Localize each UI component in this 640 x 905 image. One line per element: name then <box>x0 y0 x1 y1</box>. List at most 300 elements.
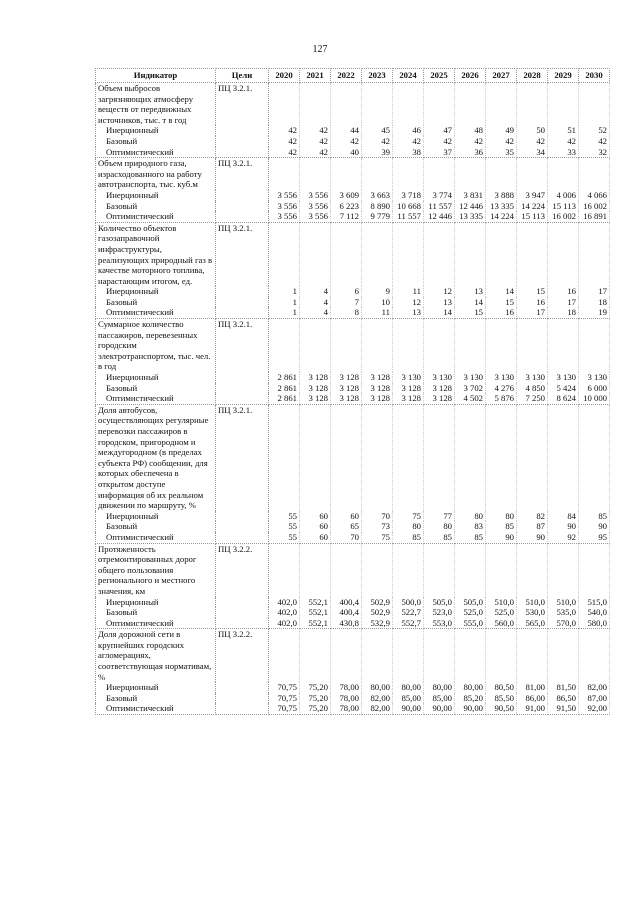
value-cell: 90,00 <box>393 703 424 714</box>
value-cell: 75,20 <box>300 682 331 693</box>
value-cell: 502,9 <box>362 607 393 618</box>
value-cell: 42 <box>300 136 331 147</box>
empty-cell <box>393 83 424 126</box>
empty-cell <box>579 83 610 126</box>
value-cell: 39 <box>362 147 393 158</box>
value-cell: 510,0 <box>517 597 548 608</box>
value-cell: 4 502 <box>455 393 486 404</box>
value-cell: 540,0 <box>579 607 610 618</box>
value-cell: 525,0 <box>455 607 486 618</box>
empty-cell <box>393 158 424 190</box>
value-cell: 552,1 <box>300 618 331 629</box>
value-cell: 552,1 <box>300 597 331 608</box>
value-cell: 3 130 <box>579 372 610 383</box>
empty-cell <box>362 158 393 190</box>
value-cell: 70,75 <box>269 682 300 693</box>
empty-cell <box>362 319 393 372</box>
value-cell: 8 <box>331 307 362 318</box>
empty-cell <box>486 629 517 682</box>
empty-cell <box>269 319 300 372</box>
empty-cell <box>517 404 548 510</box>
value-cell: 85 <box>393 532 424 543</box>
empty-cell <box>579 158 610 190</box>
scenario-name: Оптимистический <box>96 393 216 404</box>
scenario-name: Инерционный <box>96 682 216 693</box>
value-cell: 87,00 <box>579 693 610 704</box>
value-cell: 3 130 <box>455 372 486 383</box>
value-cell: 14 <box>455 297 486 308</box>
empty-cell <box>362 629 393 682</box>
empty-cell <box>362 83 393 126</box>
value-cell: 8 624 <box>548 393 579 404</box>
value-cell: 90 <box>579 521 610 532</box>
value-cell: 570,0 <box>548 618 579 629</box>
scenario-row <box>96 190 610 201</box>
value-cell: 42 <box>455 136 486 147</box>
value-cell: 52 <box>579 125 610 136</box>
value-cell: 42 <box>331 136 362 147</box>
scenario-name: Инерционный <box>96 125 216 136</box>
value-cell: 4 276 <box>486 383 517 394</box>
empty-cell <box>424 629 455 682</box>
value-cell: 402,0 <box>269 618 300 629</box>
empty-cell <box>331 319 362 372</box>
value-cell: 36 <box>455 147 486 158</box>
empty-cell <box>548 83 579 126</box>
empty-cell <box>393 629 424 682</box>
value-cell: 3 556 <box>300 211 331 222</box>
column-header: 2021 <box>300 69 331 83</box>
empty-cell <box>216 693 269 704</box>
empty-cell <box>331 629 362 682</box>
value-cell: 86,50 <box>548 693 579 704</box>
value-cell: 16 <box>517 297 548 308</box>
indicator-row <box>96 543 610 596</box>
empty-cell <box>300 319 331 372</box>
value-cell: 90 <box>486 532 517 543</box>
empty-cell <box>548 629 579 682</box>
value-cell: 70 <box>331 532 362 543</box>
value-cell: 3 128 <box>362 372 393 383</box>
empty-cell <box>579 629 610 682</box>
empty-cell <box>216 125 269 136</box>
empty-cell <box>517 629 548 682</box>
value-cell: 3 128 <box>331 383 362 394</box>
empty-cell <box>300 158 331 190</box>
scenario-name: Оптимистический <box>96 307 216 318</box>
value-cell: 510,0 <box>486 597 517 608</box>
indicator-row <box>96 319 610 372</box>
value-cell: 3 831 <box>455 190 486 201</box>
value-cell: 55 <box>269 532 300 543</box>
value-cell: 3 888 <box>486 190 517 201</box>
value-cell: 7 112 <box>331 211 362 222</box>
empty-cell <box>424 543 455 596</box>
value-cell: 9 <box>362 286 393 297</box>
empty-cell <box>455 404 486 510</box>
scenario-row <box>96 618 610 629</box>
value-cell: 90,50 <box>486 703 517 714</box>
empty-cell <box>486 319 517 372</box>
value-cell: 580,0 <box>579 618 610 629</box>
empty-cell <box>216 383 269 394</box>
empty-cell <box>548 319 579 372</box>
value-cell: 80 <box>486 511 517 522</box>
column-header: 2020 <box>269 69 300 83</box>
indicator-name: Суммарное количество пассажиров, перевезенных городским электротранспортом, тыс. чел. в год <box>96 319 216 372</box>
empty-cell <box>331 158 362 190</box>
value-cell: 70,75 <box>269 693 300 704</box>
value-cell: 2 861 <box>269 383 300 394</box>
value-cell: 38 <box>393 147 424 158</box>
empty-cell <box>362 404 393 510</box>
value-cell: 3 556 <box>300 190 331 201</box>
value-cell: 3 128 <box>362 393 393 404</box>
empty-cell <box>486 83 517 126</box>
scenario-name: Базовый <box>96 297 216 308</box>
empty-cell <box>300 404 331 510</box>
value-cell: 75 <box>362 532 393 543</box>
value-cell: 402,0 <box>269 597 300 608</box>
column-header: 2026 <box>455 69 486 83</box>
goal-code: ПЦ 3.2.1. <box>216 319 269 372</box>
value-cell: 13 335 <box>455 211 486 222</box>
empty-cell <box>424 222 455 286</box>
scenario-name: Базовый <box>96 521 216 532</box>
empty-cell <box>216 286 269 297</box>
value-cell: 525,0 <box>486 607 517 618</box>
empty-cell <box>548 543 579 596</box>
value-cell: 522,7 <box>393 607 424 618</box>
indicator-name: Количество объектов газозаправочной инфраструктуры, реализующих природный газ в качестве моторного топлива, нарастающим итогом, ед. <box>96 222 216 286</box>
value-cell: 18 <box>579 297 610 308</box>
value-cell: 3 947 <box>517 190 548 201</box>
value-cell: 8 890 <box>362 201 393 212</box>
empty-cell <box>486 222 517 286</box>
value-cell: 1 <box>269 297 300 308</box>
value-cell: 42 <box>517 136 548 147</box>
empty-cell <box>486 543 517 596</box>
column-header: 2022 <box>331 69 362 83</box>
value-cell: 13 335 <box>486 201 517 212</box>
indicators-table <box>95 68 610 715</box>
scenario-row <box>96 383 610 394</box>
value-cell: 85,00 <box>393 693 424 704</box>
empty-cell <box>216 297 269 308</box>
value-cell: 73 <box>362 521 393 532</box>
value-cell: 3 609 <box>331 190 362 201</box>
indicator-name: Доля дорожной сети в крупнейших городских агломерациях, соответствующая нормативам, % <box>96 629 216 682</box>
value-cell: 90 <box>548 521 579 532</box>
value-cell: 15 113 <box>517 211 548 222</box>
value-cell: 92 <box>548 532 579 543</box>
value-cell: 16 002 <box>579 201 610 212</box>
empty-cell <box>393 404 424 510</box>
value-cell: 14 <box>424 307 455 318</box>
value-cell: 16 002 <box>548 211 579 222</box>
value-cell: 3 128 <box>393 383 424 394</box>
scenario-name: Базовый <box>96 607 216 618</box>
value-cell: 400,4 <box>331 607 362 618</box>
value-cell: 502,9 <box>362 597 393 608</box>
scenario-row <box>96 372 610 383</box>
value-cell: 535,0 <box>548 607 579 618</box>
value-cell: 3 128 <box>424 383 455 394</box>
value-cell: 80,00 <box>362 682 393 693</box>
empty-cell <box>393 319 424 372</box>
value-cell: 4 850 <box>517 383 548 394</box>
indicator-row <box>96 83 610 126</box>
scenario-name: Инерционный <box>96 190 216 201</box>
value-cell: 32 <box>579 147 610 158</box>
value-cell: 12 <box>393 297 424 308</box>
value-cell: 95 <box>579 532 610 543</box>
empty-cell <box>216 201 269 212</box>
value-cell: 83 <box>455 521 486 532</box>
value-cell: 18 <box>548 307 579 318</box>
value-cell: 44 <box>331 125 362 136</box>
value-cell: 60 <box>331 511 362 522</box>
value-cell: 80,00 <box>424 682 455 693</box>
value-cell: 70,75 <box>269 703 300 714</box>
goal-code: ПЦ 3.2.2. <box>216 543 269 596</box>
value-cell: 3 556 <box>300 201 331 212</box>
scenario-row <box>96 511 610 522</box>
indicator-row <box>96 158 610 190</box>
value-cell: 3 128 <box>300 383 331 394</box>
value-cell: 85 <box>579 511 610 522</box>
value-cell: 11 557 <box>393 211 424 222</box>
value-cell: 3 556 <box>269 190 300 201</box>
value-cell: 11 <box>393 286 424 297</box>
empty-cell <box>216 532 269 543</box>
empty-cell <box>331 404 362 510</box>
empty-cell <box>393 222 424 286</box>
value-cell: 4 <box>300 307 331 318</box>
scenario-row <box>96 703 610 714</box>
scenario-name: Базовый <box>96 136 216 147</box>
empty-cell <box>216 147 269 158</box>
value-cell: 35 <box>486 147 517 158</box>
value-cell: 3 128 <box>300 393 331 404</box>
value-cell: 14 224 <box>517 201 548 212</box>
indicator-row <box>96 404 610 510</box>
indicator-name: Доля автобусов, осуществляющих регулярные перевозки пассажиров в городском, пригородном и междугородном (в пределах субъекта РФ) сообщении, для которых обеспечена в открытом доступе информация об их реальном движении по маршруту, % <box>96 404 216 510</box>
empty-cell <box>331 222 362 286</box>
empty-cell <box>216 607 269 618</box>
value-cell: 7 250 <box>517 393 548 404</box>
value-cell: 505,0 <box>455 597 486 608</box>
scenario-row <box>96 597 610 608</box>
empty-cell <box>486 158 517 190</box>
value-cell: 15 <box>517 286 548 297</box>
scenario-name: Оптимистический <box>96 211 216 222</box>
indicator-row <box>96 222 610 286</box>
value-cell: 80 <box>424 521 455 532</box>
value-cell: 555,0 <box>455 618 486 629</box>
value-cell: 87 <box>517 521 548 532</box>
column-header: Цели <box>216 69 269 83</box>
indicator-row <box>96 629 610 682</box>
value-cell: 6 000 <box>579 383 610 394</box>
value-cell: 47 <box>424 125 455 136</box>
empty-cell <box>548 158 579 190</box>
indicator-name: Объем выбросов загрязняющих атмосферу веществ от передвижных источников, тыс. т в год <box>96 83 216 126</box>
scenario-name: Инерционный <box>96 511 216 522</box>
empty-cell <box>269 222 300 286</box>
empty-cell <box>517 158 548 190</box>
value-cell: 4 <box>300 286 331 297</box>
column-header: Индикатор <box>96 69 216 83</box>
value-cell: 85 <box>455 532 486 543</box>
value-cell: 60 <box>300 532 331 543</box>
value-cell: 80 <box>455 511 486 522</box>
value-cell: 17 <box>517 307 548 318</box>
value-cell: 91,50 <box>548 703 579 714</box>
value-cell: 530,0 <box>517 607 548 618</box>
empty-cell <box>424 83 455 126</box>
column-header: 2029 <box>548 69 579 83</box>
empty-cell <box>455 319 486 372</box>
empty-cell <box>517 319 548 372</box>
value-cell: 60 <box>300 511 331 522</box>
scenario-name: Оптимистический <box>96 618 216 629</box>
value-cell: 60 <box>300 521 331 532</box>
value-cell: 90,00 <box>424 703 455 714</box>
empty-cell <box>216 521 269 532</box>
value-cell: 75 <box>393 511 424 522</box>
value-cell: 11 557 <box>424 201 455 212</box>
value-cell: 532,9 <box>362 618 393 629</box>
scenario-row <box>96 307 610 318</box>
value-cell: 90 <box>517 532 548 543</box>
value-cell: 4 066 <box>579 190 610 201</box>
value-cell: 80,50 <box>486 682 517 693</box>
empty-cell <box>269 629 300 682</box>
value-cell: 90,00 <box>455 703 486 714</box>
indicator-name: Объем природного газа, израсходованного на работу автотранспорта, тыс. куб.м <box>96 158 216 190</box>
value-cell: 78,00 <box>331 693 362 704</box>
column-header: 2023 <box>362 69 393 83</box>
value-cell: 3 130 <box>486 372 517 383</box>
value-cell: 42 <box>548 136 579 147</box>
table-header-row <box>96 69 610 83</box>
scenario-row <box>96 147 610 158</box>
empty-cell <box>216 703 269 714</box>
value-cell: 91,00 <box>517 703 548 714</box>
scenario-row <box>96 297 610 308</box>
value-cell: 9 779 <box>362 211 393 222</box>
value-cell: 55 <box>269 521 300 532</box>
value-cell: 3 128 <box>393 393 424 404</box>
value-cell: 65 <box>331 521 362 532</box>
value-cell: 3 128 <box>331 372 362 383</box>
empty-cell <box>331 83 362 126</box>
empty-cell <box>579 222 610 286</box>
empty-cell <box>269 158 300 190</box>
value-cell: 85 <box>424 532 455 543</box>
value-cell: 12 446 <box>455 201 486 212</box>
empty-cell <box>300 543 331 596</box>
empty-cell <box>486 404 517 510</box>
empty-cell <box>579 319 610 372</box>
empty-cell <box>216 511 269 522</box>
scenario-row <box>96 211 610 222</box>
value-cell: 77 <box>424 511 455 522</box>
value-cell: 84 <box>548 511 579 522</box>
empty-cell <box>517 222 548 286</box>
empty-cell <box>517 83 548 126</box>
value-cell: 1 <box>269 286 300 297</box>
empty-cell <box>424 158 455 190</box>
value-cell: 78,00 <box>331 682 362 693</box>
scenario-name: Инерционный <box>96 597 216 608</box>
value-cell: 82,00 <box>362 703 393 714</box>
value-cell: 85 <box>486 521 517 532</box>
scenario-row <box>96 693 610 704</box>
value-cell: 3 718 <box>393 190 424 201</box>
empty-cell <box>216 190 269 201</box>
empty-cell <box>548 404 579 510</box>
value-cell: 553,0 <box>424 618 455 629</box>
value-cell: 85,00 <box>424 693 455 704</box>
value-cell: 34 <box>517 147 548 158</box>
value-cell: 42 <box>300 147 331 158</box>
empty-cell <box>579 543 610 596</box>
value-cell: 82 <box>517 511 548 522</box>
empty-cell <box>300 83 331 126</box>
value-cell: 70 <box>362 511 393 522</box>
empty-cell <box>455 543 486 596</box>
value-cell: 11 <box>362 307 393 318</box>
column-header: 2030 <box>579 69 610 83</box>
goal-code: ПЦ 3.2.1. <box>216 158 269 190</box>
value-cell: 5 424 <box>548 383 579 394</box>
scenario-name: Инерционный <box>96 372 216 383</box>
empty-cell <box>216 393 269 404</box>
scenario-row <box>96 521 610 532</box>
value-cell: 14 <box>486 286 517 297</box>
value-cell: 86,00 <box>517 693 548 704</box>
value-cell: 1 <box>269 307 300 318</box>
value-cell: 6 223 <box>331 201 362 212</box>
value-cell: 10 668 <box>393 201 424 212</box>
value-cell: 17 <box>548 297 579 308</box>
value-cell: 3 130 <box>393 372 424 383</box>
empty-cell <box>216 682 269 693</box>
value-cell: 3 130 <box>548 372 579 383</box>
value-cell: 3 128 <box>331 393 362 404</box>
goal-code: ПЦ 3.2.1. <box>216 83 269 126</box>
value-cell: 515,0 <box>579 597 610 608</box>
value-cell: 37 <box>424 147 455 158</box>
value-cell: 80 <box>393 521 424 532</box>
value-cell: 82,00 <box>362 693 393 704</box>
value-cell: 42 <box>424 136 455 147</box>
value-cell: 42 <box>300 125 331 136</box>
value-cell: 80,00 <box>393 682 424 693</box>
column-header: 2027 <box>486 69 517 83</box>
value-cell: 42 <box>579 136 610 147</box>
value-cell: 2 861 <box>269 393 300 404</box>
empty-cell <box>269 404 300 510</box>
value-cell: 42 <box>269 147 300 158</box>
value-cell: 78,00 <box>331 703 362 714</box>
value-cell: 430,8 <box>331 618 362 629</box>
empty-cell <box>216 211 269 222</box>
value-cell: 400,4 <box>331 597 362 608</box>
scenario-row <box>96 682 610 693</box>
